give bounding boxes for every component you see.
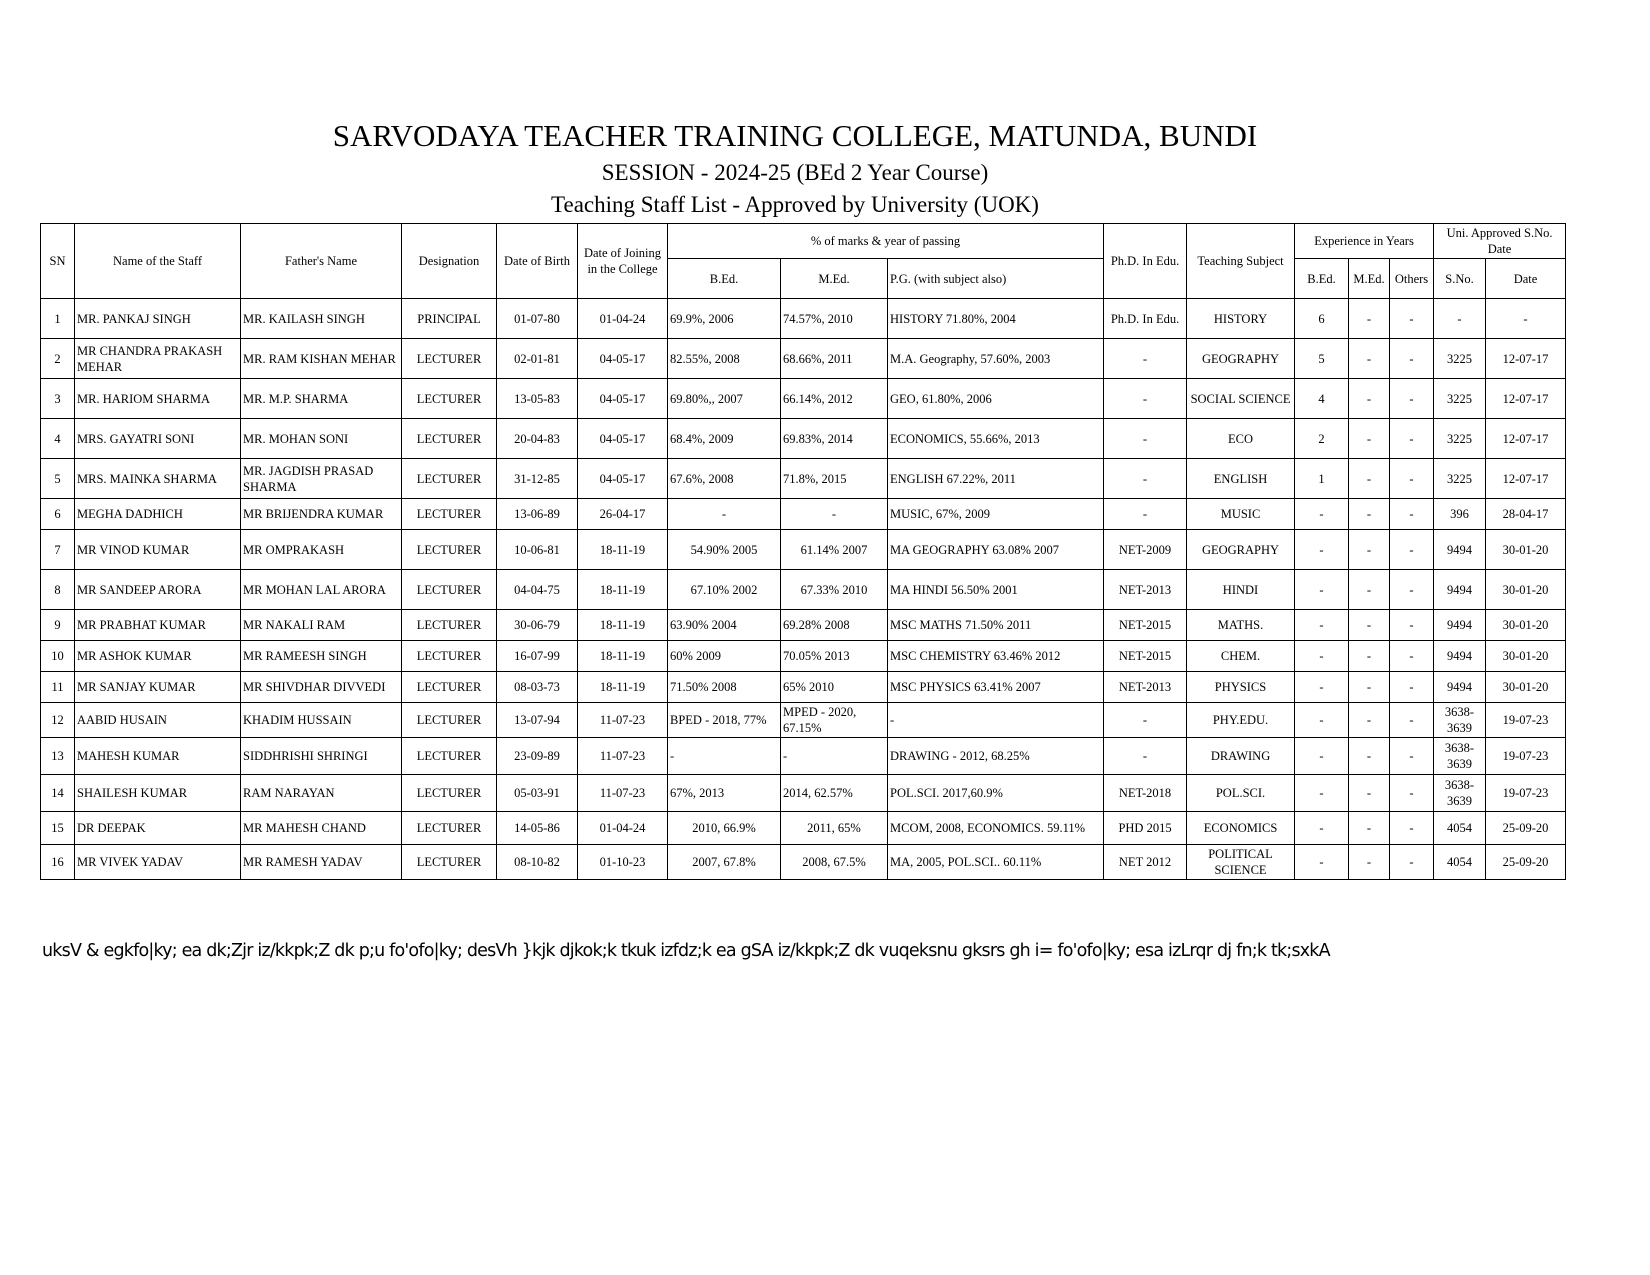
cell-uni-sno: 4054 — [1434, 812, 1486, 845]
cell-pg: MSC CHEMISTRY 63.46% 2012 — [888, 641, 1104, 672]
cell-father: MR MAHESH CHAND — [241, 812, 402, 845]
cell-name: MR PRABHAT KUMAR — [75, 610, 241, 641]
cell-sn: 13 — [41, 738, 75, 775]
cell-bed: 67.10% 2002 — [668, 570, 781, 610]
cell-subject: GEOGRAPHY — [1187, 530, 1295, 570]
cell-dob: 16-07-99 — [497, 641, 578, 672]
cell-subject: MUSIC — [1187, 499, 1295, 530]
cell-phd: NET 2012 — [1104, 845, 1187, 880]
cell-uni-date: 12-07-17 — [1486, 339, 1566, 379]
session-subtitle: SESSION - 2024-25 (BEd 2 Year Course) — [601, 160, 989, 185]
cell-sn: 3 — [41, 379, 75, 419]
cell-father: MR. KAILASH SINGH — [241, 299, 402, 339]
table-row — [41, 499, 1566, 530]
cell-designation: LECTURER — [402, 672, 497, 703]
cell-doj: 04-05-17 — [578, 339, 668, 379]
col-dob: Date of Birth — [497, 224, 578, 299]
college-title: SARVODAYA TEACHER TRAINING COLLEGE, MATUNDA, BUNDI — [332, 118, 1258, 153]
cell-pg: ENGLISH 67.22%, 2011 — [888, 459, 1104, 499]
cell-dob: 01-07-80 — [497, 299, 578, 339]
cell-med: 2008, 67.5% — [781, 845, 888, 880]
cell-uni-sno: 3638-3639 — [1434, 703, 1486, 738]
cell-pg: MSC MATHS 71.50% 2011 — [888, 610, 1104, 641]
cell-designation: LECTURER — [402, 459, 497, 499]
cell-designation: LECTURER — [402, 775, 497, 812]
cell-sn: 7 — [41, 530, 75, 570]
cell-uni-sno: 3225 — [1434, 339, 1486, 379]
cell-exp-med: - — [1349, 738, 1390, 775]
cell-name: MR SANJAY KUMAR — [75, 672, 241, 703]
cell-phd: NET-2018 — [1104, 775, 1187, 812]
cell-exp-med: - — [1349, 845, 1390, 880]
cell-exp-med: - — [1349, 775, 1390, 812]
cell-name: SHAILESH KUMAR — [75, 775, 241, 812]
cell-pg: POL.SCI. 2017,60.9% — [888, 775, 1104, 812]
cell-designation: LECTURER — [402, 570, 497, 610]
cell-med: 66.14%, 2012 — [781, 379, 888, 419]
cell-doj: 18-11-19 — [578, 570, 668, 610]
cell-subject: PHYSICS — [1187, 672, 1295, 703]
cell-uni-date: 19-07-23 — [1486, 775, 1566, 812]
cell-designation: LECTURER — [402, 703, 497, 738]
cell-bed: 63.90% 2004 — [668, 610, 781, 641]
col-uni-date: Date — [1486, 259, 1566, 299]
cell-phd: Ph.D. In Edu. — [1104, 299, 1187, 339]
cell-subject: HISTORY — [1187, 299, 1295, 339]
cell-phd: - — [1104, 703, 1187, 738]
cell-designation: LECTURER — [402, 812, 497, 845]
cell-doj: 26-04-17 — [578, 499, 668, 530]
cell-exp-others: - — [1390, 530, 1434, 570]
col-bed: B.Ed. — [668, 259, 781, 299]
cell-exp-others: - — [1390, 672, 1434, 703]
cell-pg: MA, 2005, POL.SCI.. 60.11% — [888, 845, 1104, 880]
cell-uni-sno: - — [1434, 299, 1486, 339]
cell-dob: 23-09-89 — [497, 738, 578, 775]
cell-dob: 05-03-91 — [497, 775, 578, 812]
cell-sn: 14 — [41, 775, 75, 812]
cell-father: SIDDHRISHI SHRINGI — [241, 738, 402, 775]
cell-sn: 2 — [41, 339, 75, 379]
cell-phd: - — [1104, 339, 1187, 379]
cell-uni-sno: 3225 — [1434, 379, 1486, 419]
cell-doj: 18-11-19 — [578, 672, 668, 703]
cell-exp-others: - — [1390, 812, 1434, 845]
cell-uni-date: 25-09-20 — [1486, 812, 1566, 845]
cell-bed: BPED - 2018, 77% — [668, 703, 781, 738]
cell-med: - — [781, 738, 888, 775]
table-row — [41, 812, 1566, 845]
cell-sn: 12 — [41, 703, 75, 738]
cell-name: MR VIVEK YADAV — [75, 845, 241, 880]
cell-exp-bed: 1 — [1295, 459, 1349, 499]
cell-dob: 08-10-82 — [497, 845, 578, 880]
cell-subject: ENGLISH — [1187, 459, 1295, 499]
cell-bed: 2007, 67.8% — [668, 845, 781, 880]
cell-subject: HINDI — [1187, 570, 1295, 610]
cell-designation: PRINCIPAL — [402, 299, 497, 339]
cell-med: 69.28% 2008 — [781, 610, 888, 641]
cell-med: 71.8%, 2015 — [781, 459, 888, 499]
cell-father: RAM NARAYAN — [241, 775, 402, 812]
cell-phd: PHD 2015 — [1104, 812, 1187, 845]
cell-exp-med: - — [1349, 672, 1390, 703]
table-row — [41, 299, 1566, 339]
cell-uni-date: 19-07-23 — [1486, 738, 1566, 775]
cell-exp-others: - — [1390, 299, 1434, 339]
cell-subject: ECONOMICS — [1187, 812, 1295, 845]
cell-exp-others: - — [1390, 419, 1434, 459]
cell-doj: 01-10-23 — [578, 845, 668, 880]
cell-doj: 11-07-23 — [578, 775, 668, 812]
table-row — [41, 845, 1566, 880]
cell-med: 67.33% 2010 — [781, 570, 888, 610]
cell-father: MR OMPRAKASH — [241, 530, 402, 570]
cell-uni-sno: 9494 — [1434, 570, 1486, 610]
cell-dob: 10-06-81 — [497, 530, 578, 570]
cell-father: MR BRIJENDRA KUMAR — [241, 499, 402, 530]
cell-exp-others: - — [1390, 845, 1434, 880]
cell-sn: 10 — [41, 641, 75, 672]
col-exp-others: Others — [1390, 259, 1434, 299]
cell-exp-others: - — [1390, 499, 1434, 530]
cell-father: MR. M.P. SHARMA — [241, 379, 402, 419]
cell-uni-sno: 3638-3639 — [1434, 738, 1486, 775]
cell-name: MEGHA DADHICH — [75, 499, 241, 530]
cell-sn: 6 — [41, 499, 75, 530]
cell-exp-others: - — [1390, 570, 1434, 610]
cell-bed: 82.55%, 2008 — [668, 339, 781, 379]
cell-bed: 69.9%, 2006 — [668, 299, 781, 339]
cell-uni-sno: 396 — [1434, 499, 1486, 530]
cell-sn: 4 — [41, 419, 75, 459]
cell-exp-bed: - — [1295, 530, 1349, 570]
cell-exp-bed: - — [1295, 672, 1349, 703]
cell-med: 2014, 62.57% — [781, 775, 888, 812]
cell-father: MR RAMESH YADAV — [241, 845, 402, 880]
cell-uni-date: 30-01-20 — [1486, 672, 1566, 703]
list-title: Teaching Staff List - Approved by University (UOK) — [551, 192, 1039, 217]
col-uni-sno: S.No. — [1434, 259, 1486, 299]
cell-designation: LECTURER — [402, 641, 497, 672]
cell-subject: CHEM. — [1187, 641, 1295, 672]
table-row — [41, 641, 1566, 672]
cell-doj: 11-07-23 — [578, 738, 668, 775]
cell-phd: NET-2015 — [1104, 641, 1187, 672]
cell-phd: - — [1104, 499, 1187, 530]
cell-bed: - — [668, 738, 781, 775]
cell-phd: NET-2013 — [1104, 570, 1187, 610]
cell-pg: GEO, 61.80%, 2006 — [888, 379, 1104, 419]
cell-designation: LECTURER — [402, 379, 497, 419]
cell-designation: LECTURER — [402, 419, 497, 459]
cell-father: MR SHIVDHAR DIVVEDI — [241, 672, 402, 703]
cell-dob: 13-06-89 — [497, 499, 578, 530]
cell-exp-bed: 6 — [1295, 299, 1349, 339]
cell-subject: POL.SCI. — [1187, 775, 1295, 812]
cell-uni-date: 30-01-20 — [1486, 570, 1566, 610]
cell-pg: M.A. Geography, 57.60%, 2003 — [888, 339, 1104, 379]
cell-name: MR SANDEEP ARORA — [75, 570, 241, 610]
cell-name: MR ASHOK KUMAR — [75, 641, 241, 672]
cell-name: DR DEEPAK — [75, 812, 241, 845]
cell-exp-bed: 5 — [1295, 339, 1349, 379]
cell-dob: 31-12-85 — [497, 459, 578, 499]
cell-doj: 18-11-19 — [578, 610, 668, 641]
cell-father: MR NAKALI RAM — [241, 610, 402, 641]
cell-med: 2011, 65% — [781, 812, 888, 845]
table-row — [41, 419, 1566, 459]
cell-designation: LECTURER — [402, 530, 497, 570]
cell-pg: MA HINDI 56.50% 2001 — [888, 570, 1104, 610]
table-row — [41, 738, 1566, 775]
table-row — [41, 339, 1566, 379]
cell-exp-others: - — [1390, 775, 1434, 812]
cell-uni-date: 12-07-17 — [1486, 379, 1566, 419]
cell-pg: MSC PHYSICS 63.41% 2007 — [888, 672, 1104, 703]
cell-pg: ECONOMICS, 55.66%, 2013 — [888, 419, 1104, 459]
cell-bed: 69.80%,, 2007 — [668, 379, 781, 419]
cell-sn: 15 — [41, 812, 75, 845]
cell-exp-bed: - — [1295, 738, 1349, 775]
col-subject: Teaching Subject — [1187, 224, 1295, 299]
cell-bed: 71.50% 2008 — [668, 672, 781, 703]
cell-phd: - — [1104, 419, 1187, 459]
cell-exp-bed: 4 — [1295, 379, 1349, 419]
cell-subject: POLITICAL SCIENCE — [1187, 845, 1295, 880]
cell-sn: 9 — [41, 610, 75, 641]
cell-designation: LECTURER — [402, 499, 497, 530]
cell-doj: 04-05-17 — [578, 379, 668, 419]
table-row — [41, 459, 1566, 499]
cell-pg: HISTORY 71.80%, 2004 — [888, 299, 1104, 339]
cell-uni-sno: 4054 — [1434, 845, 1486, 880]
cell-med: - — [781, 499, 888, 530]
cell-name: MR. HARIOM SHARMA — [75, 379, 241, 419]
cell-pg: MUSIC, 67%, 2009 — [888, 499, 1104, 530]
cell-phd: NET-2009 — [1104, 530, 1187, 570]
col-exp-med: M.Ed. — [1349, 259, 1390, 299]
cell-father: MR RAMEESH SINGH — [241, 641, 402, 672]
staff-table — [40, 223, 1566, 880]
cell-uni-date: 19-07-23 — [1486, 703, 1566, 738]
cell-med: MPED - 2020, 67.15% — [781, 703, 888, 738]
cell-dob: 30-06-79 — [497, 610, 578, 641]
cell-subject: DRAWING — [1187, 738, 1295, 775]
cell-exp-med: - — [1349, 459, 1390, 499]
cell-pg: MCOM, 2008, ECONOMICS. 59.11% — [888, 812, 1104, 845]
cell-exp-med: - — [1349, 812, 1390, 845]
cell-dob: 04-04-75 — [497, 570, 578, 610]
cell-dob: 13-07-94 — [497, 703, 578, 738]
cell-sn: 5 — [41, 459, 75, 499]
cell-exp-med: - — [1349, 703, 1390, 738]
cell-bed: 68.4%, 2009 — [668, 419, 781, 459]
cell-designation: LECTURER — [402, 610, 497, 641]
table-row — [41, 530, 1566, 570]
cell-uni-date: 30-01-20 — [1486, 610, 1566, 641]
cell-bed: - — [668, 499, 781, 530]
cell-uni-sno: 9494 — [1434, 610, 1486, 641]
cell-exp-med: - — [1349, 610, 1390, 641]
cell-subject: SOCIAL SCIENCE — [1187, 379, 1295, 419]
table-row — [41, 570, 1566, 610]
cell-designation: LECTURER — [402, 339, 497, 379]
cell-phd: - — [1104, 459, 1187, 499]
cell-exp-med: - — [1349, 299, 1390, 339]
col-sn: SN — [41, 224, 75, 299]
cell-med: 69.83%, 2014 — [781, 419, 888, 459]
cell-uni-sno: 9494 — [1434, 672, 1486, 703]
col-group-marks: % of marks & year of passing — [668, 224, 1104, 259]
cell-father: MR. JAGDISH PRASAD SHARMA — [241, 459, 402, 499]
table-row — [41, 703, 1566, 738]
cell-exp-bed: 2 — [1295, 419, 1349, 459]
cell-exp-others: - — [1390, 641, 1434, 672]
cell-pg: MA GEOGRAPHY 63.08% 2007 — [888, 530, 1104, 570]
cell-exp-bed: - — [1295, 812, 1349, 845]
cell-pg: - — [888, 703, 1104, 738]
cell-bed: 2010, 66.9% — [668, 812, 781, 845]
cell-father: MR. RAM KISHAN MEHAR — [241, 339, 402, 379]
col-med: M.Ed. — [781, 259, 888, 299]
cell-exp-others: - — [1390, 339, 1434, 379]
cell-uni-sno: 3638-3639 — [1434, 775, 1486, 812]
cell-exp-med: - — [1349, 339, 1390, 379]
cell-father: KHADIM HUSSAIN — [241, 703, 402, 738]
cell-uni-sno: 3225 — [1434, 459, 1486, 499]
cell-uni-date: 25-09-20 — [1486, 845, 1566, 880]
cell-exp-bed: - — [1295, 845, 1349, 880]
cell-uni-date: 30-01-20 — [1486, 641, 1566, 672]
cell-pg: DRAWING - 2012, 68.25% — [888, 738, 1104, 775]
cell-name: MRS. MAINKA SHARMA — [75, 459, 241, 499]
cell-sn: 11 — [41, 672, 75, 703]
cell-uni-date: 12-07-17 — [1486, 419, 1566, 459]
cell-exp-bed: - — [1295, 641, 1349, 672]
col-group-uni: Uni. Approved S.No. Date — [1434, 224, 1566, 259]
col-group-experience: Experience in Years — [1295, 224, 1434, 259]
cell-dob: 02-01-81 — [497, 339, 578, 379]
footnote: uksV & egkfo|ky; ea dk;Zjr iz/kkpk;Z dk p;u fo'ofo|ky; desVh }kjk djkok;k tkuk izfdz;k ea gSA iz/kkpk;Z dk vuqeksnu gksrs gh i= fo'ofo|ky; esa izLrqr dj fn;k tk;sxkA — [42, 941, 1330, 961]
cell-designation: LECTURER — [402, 738, 497, 775]
cell-name: MR VINOD KUMAR — [75, 530, 241, 570]
cell-uni-date: 12-07-17 — [1486, 459, 1566, 499]
table-row — [41, 379, 1566, 419]
cell-exp-bed: - — [1295, 570, 1349, 610]
cell-doj: 01-04-24 — [578, 299, 668, 339]
cell-subject: MATHS. — [1187, 610, 1295, 641]
table-row — [41, 672, 1566, 703]
cell-subject: PHY.EDU. — [1187, 703, 1295, 738]
cell-uni-sno: 9494 — [1434, 530, 1486, 570]
cell-dob: 08-03-73 — [497, 672, 578, 703]
cell-uni-date: 30-01-20 — [1486, 530, 1566, 570]
cell-exp-med: - — [1349, 641, 1390, 672]
cell-med: 74.57%, 2010 — [781, 299, 888, 339]
cell-father: MR. MOHAN SONI — [241, 419, 402, 459]
cell-exp-others: - — [1390, 610, 1434, 641]
cell-bed: 54.90% 2005 — [668, 530, 781, 570]
cell-exp-others: - — [1390, 738, 1434, 775]
col-phd: Ph.D. In Edu. — [1104, 224, 1187, 299]
cell-doj: 18-11-19 — [578, 641, 668, 672]
cell-name: MAHESH KUMAR — [75, 738, 241, 775]
cell-doj: 11-07-23 — [578, 703, 668, 738]
cell-uni-date: 28-04-17 — [1486, 499, 1566, 530]
cell-subject: ECO — [1187, 419, 1295, 459]
cell-phd: - — [1104, 379, 1187, 419]
table-row — [41, 775, 1566, 812]
col-doj: Date of Joining in the College — [578, 224, 668, 299]
cell-exp-bed: - — [1295, 703, 1349, 738]
cell-exp-others: - — [1390, 379, 1434, 419]
cell-uni-sno: 9494 — [1434, 641, 1486, 672]
cell-exp-bed: - — [1295, 775, 1349, 812]
cell-exp-bed: - — [1295, 499, 1349, 530]
cell-bed: 60% 2009 — [668, 641, 781, 672]
cell-exp-med: - — [1349, 379, 1390, 419]
cell-med: 61.14% 2007 — [781, 530, 888, 570]
cell-sn: 16 — [41, 845, 75, 880]
cell-phd: - — [1104, 738, 1187, 775]
staff-table-body — [41, 299, 1566, 880]
cell-exp-bed: - — [1295, 610, 1349, 641]
cell-doj: 18-11-19 — [578, 530, 668, 570]
cell-med: 70.05% 2013 — [781, 641, 888, 672]
col-father: Father's Name — [241, 224, 402, 299]
cell-sn: 8 — [41, 570, 75, 610]
cell-bed: 67.6%, 2008 — [668, 459, 781, 499]
cell-phd: NET-2015 — [1104, 610, 1187, 641]
cell-name: MR. PANKAJ SINGH — [75, 299, 241, 339]
cell-uni-date: - — [1486, 299, 1566, 339]
cell-phd: NET-2013 — [1104, 672, 1187, 703]
cell-uni-sno: 3225 — [1434, 419, 1486, 459]
cell-bed: 67%, 2013 — [668, 775, 781, 812]
cell-sn: 1 — [41, 299, 75, 339]
cell-doj: 04-05-17 — [578, 459, 668, 499]
col-name: Name of the Staff — [75, 224, 241, 299]
table-row — [41, 610, 1566, 641]
cell-name: AABID HUSAIN — [75, 703, 241, 738]
col-exp-bed: B.Ed. — [1295, 259, 1349, 299]
col-pg: P.G. (with subject also) — [888, 259, 1104, 299]
cell-father: MR MOHAN LAL ARORA — [241, 570, 402, 610]
cell-name: MRS. GAYATRI SONI — [75, 419, 241, 459]
cell-exp-med: - — [1349, 530, 1390, 570]
cell-doj: 01-04-24 — [578, 812, 668, 845]
cell-dob: 14-05-86 — [497, 812, 578, 845]
cell-subject: GEOGRAPHY — [1187, 339, 1295, 379]
cell-med: 68.66%, 2011 — [781, 339, 888, 379]
cell-exp-med: - — [1349, 499, 1390, 530]
cell-exp-med: - — [1349, 570, 1390, 610]
cell-designation: LECTURER — [402, 845, 497, 880]
cell-dob: 20-04-83 — [497, 419, 578, 459]
cell-dob: 13-05-83 — [497, 379, 578, 419]
cell-doj: 04-05-17 — [578, 419, 668, 459]
cell-name: MR CHANDRA PRAKASH MEHAR — [75, 339, 241, 379]
cell-exp-others: - — [1390, 703, 1434, 738]
cell-exp-med: - — [1349, 419, 1390, 459]
cell-exp-others: - — [1390, 459, 1434, 499]
col-designation: Designation — [402, 224, 497, 299]
cell-med: 65% 2010 — [781, 672, 888, 703]
